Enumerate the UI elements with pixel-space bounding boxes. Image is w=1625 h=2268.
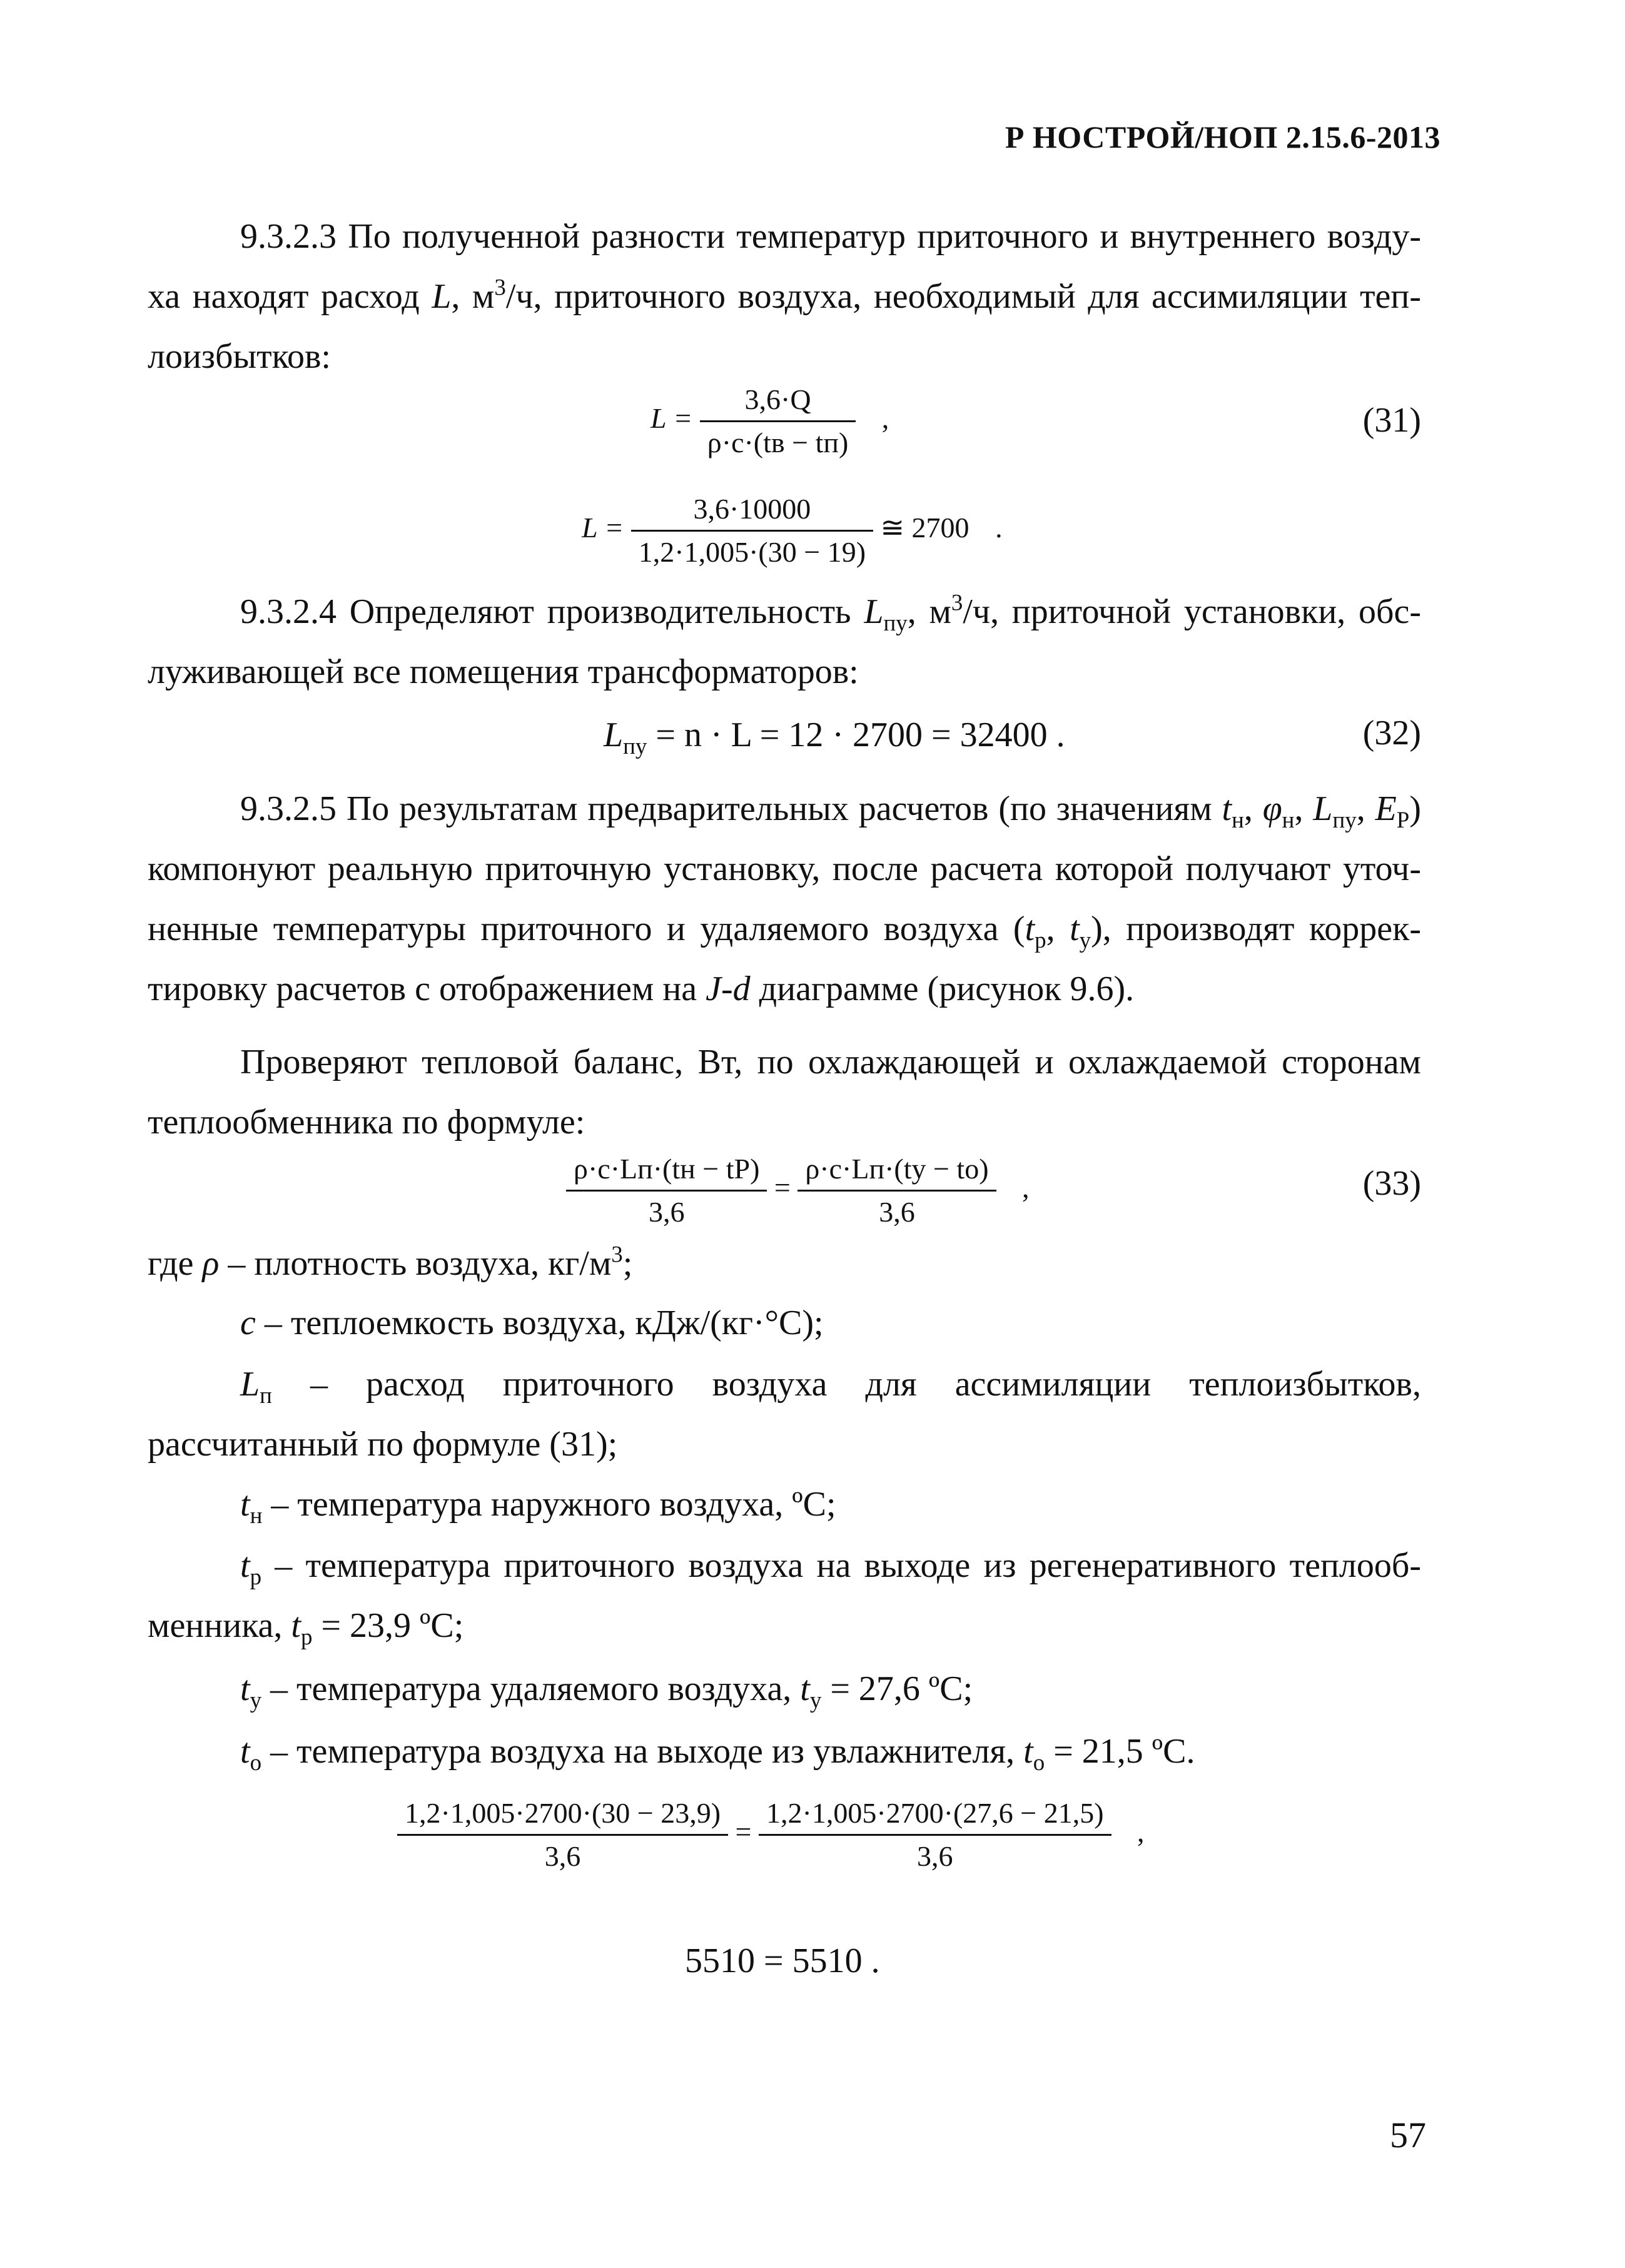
subscript: пу [883,609,908,635]
fraction-denominator: 3,6 [648,1196,685,1228]
clause-number: 9.3.2.5 [240,789,337,828]
fraction-right [797,1151,996,1230]
symbol-L: L [432,277,452,316]
superscript: 3 [611,1241,623,1267]
clause-number: 9.3.2.4 [240,592,337,631]
equation-punctuation: , [881,402,889,435]
symbol-t: t [1070,909,1080,948]
superscript: 3 [951,589,963,615]
paragraph-text: По результатам предварительных расчетов (по значениям [346,789,1212,828]
fraction-numerator: 3,6·10000 [631,491,873,532]
definition-ty [240,1667,973,1711]
equation-32 [604,713,1065,757]
equation-heat-balance-numeric [397,1795,1145,1875]
equation-punctuation: , [1022,1172,1030,1204]
page-number: 57 [1390,2115,1426,2155]
document-code-header: Р НОСТРОЙ/НОП 2.15.6-2013 [1005,119,1440,154]
subscript: у [250,1686,262,1713]
fraction-denominator: ρ·c·(tв − tп) [707,427,849,458]
definition-text: – температура наружного воздуха, ºС; [262,1485,836,1524]
subscript: п [260,1382,272,1408]
symbol-t: t [291,1606,301,1645]
equals-sign: = [774,1172,791,1204]
subscript: о [250,1749,262,1775]
fraction [700,382,856,461]
subscript: о [1033,1749,1045,1775]
subscript: р [250,1563,262,1589]
subscript: у [809,1686,822,1713]
equation-lhs: L = [651,402,693,435]
paragraph-9-3-2-3 [148,206,1421,387]
equation-punctuation: . [995,512,1003,544]
paragraph-text: ), производят коррек-тировку расчетов с отображением на [148,909,1422,1008]
subscript: н [1282,806,1295,833]
symbol-t: t [240,1669,250,1708]
equation-punctuation: , [1137,1816,1145,1848]
definition-text: ; [622,1244,633,1283]
definition-text: – теплоемкость воздуха, кДж/(кг·°С); [255,1304,824,1342]
symbol-t: t [1222,789,1232,828]
fraction-left [566,1151,767,1230]
equation-number-31: (31) [1362,401,1421,440]
fraction-numerator: 1,2·1,005·2700·(30 − 23,9) [397,1795,728,1836]
paragraph-heat-balance: Проверяют тепловой баланс, Вт, по охлаждающей и охлаждаемой сторонам теплообменника по формуле: [148,1043,1421,1142]
symbol-L: L [240,1365,260,1404]
equation-number-33: (33) [1362,1164,1421,1203]
equation-rhs: ≅ 2700 [880,512,969,544]
subscript: р [1035,926,1046,953]
symbol-E: E [1375,789,1397,828]
symbol-t: t [240,1485,250,1524]
equation-33 [566,1151,1030,1230]
fraction-numerator: ρ·c·Lп·(tу − to) [797,1151,996,1192]
equation-lhs: L = [582,512,624,544]
symbol-t: t [1023,1732,1033,1771]
fraction-denominator: 3,6 [879,1196,915,1228]
subscript: у [1079,926,1091,953]
fraction-denominator: 3,6 [544,1840,581,1872]
symbol-t: t [1025,909,1035,948]
subscript: р [300,1623,313,1649]
jd-diagram-ref: J-d [706,969,751,1008]
paragraph-text: По полученной разности температур приточного и внутреннего возду-ха находят расход [148,217,1422,316]
definition-lp [148,1354,1421,1474]
fraction-denominator: 1,2·1,005·(30 − 19) [638,536,866,568]
equation-number-32: (32) [1362,714,1421,752]
symbol-L: L [1313,789,1333,828]
definition-text: – плотность воздуха, кг/м [219,1244,612,1283]
equation-31-numeric [582,491,1003,570]
definition-text: = 27,6 ºС; [821,1669,973,1708]
equation-31 [651,382,889,461]
symbol-c: c [240,1304,256,1342]
equation-result: 5510 = 5510 . [685,1941,880,1980]
paragraph-text: диаграмме (рисунок 9.6). [759,969,1135,1008]
symbol-t: t [240,1732,250,1771]
subscript: P [1396,806,1410,833]
subscript: н [250,1502,263,1528]
symbol-t: t [240,1546,250,1585]
paragraph-text: /ч, приточного воздуха, необходимый для ассимиляции теп-лоизбытков: [148,277,1422,376]
fraction-numerator: ρ·c·Lп·(tн − tP) [566,1151,767,1192]
definition-tr [148,1536,1421,1656]
definition-to [240,1729,1195,1773]
subscript: пу [623,732,647,759]
definition-tn [240,1482,836,1526]
definition-rho [148,1242,632,1285]
paragraph-9-3-2-4 [148,582,1421,702]
unit-text: , м [451,277,495,316]
symbol-L: L [864,592,884,631]
definition-text: – температура удаляемого воздуха, [261,1669,801,1708]
paragraph-9-3-2-5: 9.3.2.5 По результатам предварительных расчетов (по значениям $t_н$, $\varphi_н$, $L_{пу}$, $E_P$) компонуют реальную приточную установку, после расчета которой получают уточ-ненные температуры приточного и удаляемого воздуха ($t_р$, $t_у$), производят коррек-тировку расчетов с отображением на J-d диаграмме (рисунок 9.6). [148,789,1422,1008]
symbol-phi: φ [1262,789,1282,828]
clause-number: 9.3.2.3 [240,217,337,256]
definition-text: = 23,9 ºС; [312,1606,464,1645]
subscript: н [1232,806,1244,833]
paragraph-text: /ч, приточной установки, обс-луживающей все помещения трансформаторов: [148,592,1422,691]
definition-prefix: где [148,1244,203,1283]
definition-text: – расход приточного воздуха для ассимиляции теплоизбытков, рассчитанный по формуле (31); [148,1365,1421,1464]
equation-rhs: = n · L = 12 · 2700 = 32400 . [656,716,1065,754]
fraction-left [397,1795,728,1875]
fraction-numerator: 3,6·Q [700,382,856,422]
superscript: 3 [494,274,506,300]
definition-text: – температура воздуха на выходе из увлажнителя, [261,1732,1024,1771]
fraction-numerator: 1,2·1,005·2700·(27,6 − 21,5) [759,1795,1111,1836]
paragraph-text: компонуют реальную приточную установку, после расчета которой получают уточ-ненные температуры приточного и удаляемого воздуха ( [148,849,1421,948]
fraction [631,491,873,570]
equation-lhs: L [604,716,624,754]
definition-text: = 21,5 ºС. [1045,1732,1195,1771]
subscript: пу [1332,806,1357,833]
paragraph-text: Определяют производительность [349,592,851,631]
unit-text: , м [907,592,951,631]
symbol-rho: ρ [202,1244,220,1283]
fraction-denominator: 3,6 [917,1840,953,1872]
symbol-t: t [800,1669,810,1708]
definition-text: – температура приточного воздуха на выходе из регенеративного теплооб-менника, [148,1546,1421,1645]
definition-c [240,1301,824,1345]
equals-sign: = [735,1816,752,1848]
fraction-right [759,1795,1111,1875]
